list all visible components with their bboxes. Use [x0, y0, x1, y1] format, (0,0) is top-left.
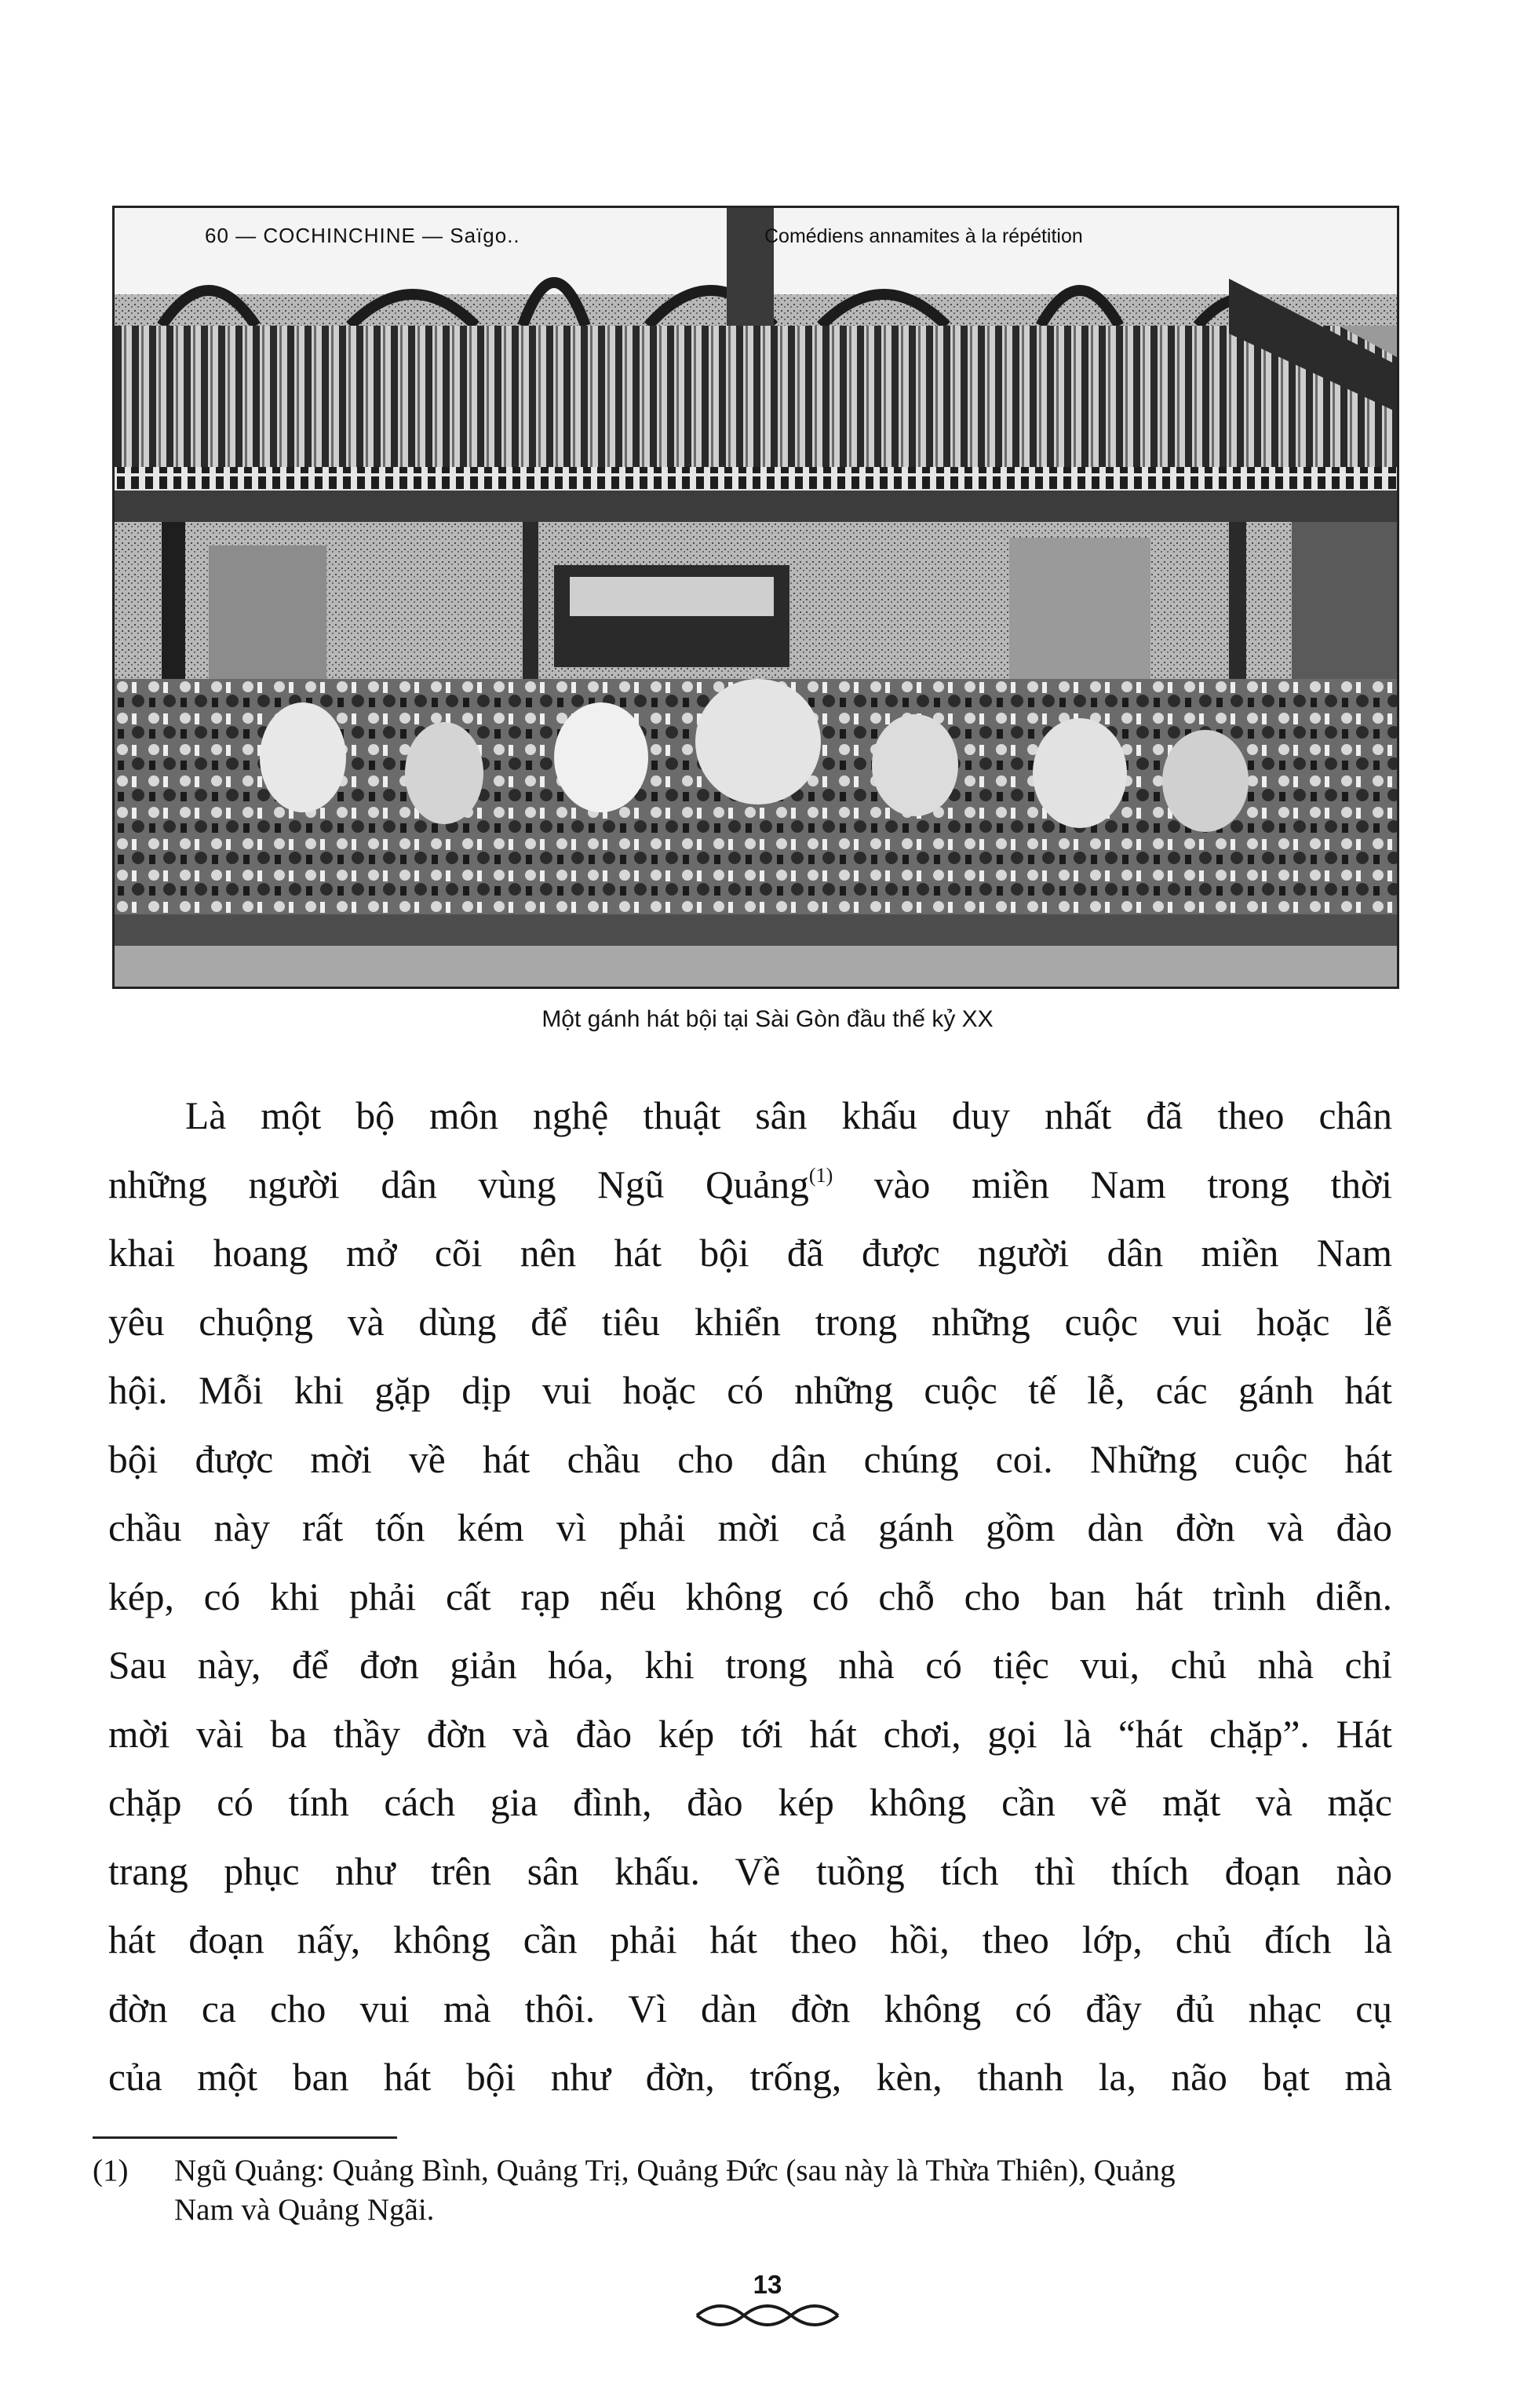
- body-line: Là một bộ môn nghệ thuật sân khấu duy nhất đã theo chân: [185, 1094, 1392, 1137]
- body-line: bội được mời về hát chầu cho dân chúng coi. Những cuộc hát: [108, 1437, 1392, 1481]
- body-line: đờn ca cho vui mà thôi. Vì dàn đờn không có đầy đủ nhạc cụ: [108, 1987, 1392, 2030]
- page-number: 13: [753, 2270, 782, 2299]
- body-line: chầu này rất tốn kém vì phải mời cả gánh gồm dàn đờn và đào: [108, 1506, 1392, 1549]
- body-line-end: vào miền Nam trong thời: [833, 1162, 1392, 1206]
- body-line: hát đoạn nấy, không cần phải hát theo hồi, theo lớp, chủ đích là: [108, 1918, 1392, 1961]
- footnote-line: Nam và Quảng Ngãi.: [174, 2193, 435, 2227]
- photo-caption: Một gánh hát bội tại Sài Gòn đầu thế kỷ XX: [541, 1006, 994, 1032]
- postcard-header-right: Comédiens annamites à la répétition: [764, 225, 1083, 247]
- body-line: kép, có khi phải cất rạp nếu không có chỗ cho ban hát trình diễn.: [108, 1574, 1392, 1618]
- footnote-divider: [93, 2136, 397, 2139]
- footnote-line: Ngũ Quảng: Quảng Bình, Quảng Trị, Quảng Đức (sau này là Thừa Thiên), Quảng: [174, 2154, 1176, 2187]
- body-line: hội. Mỗi khi gặp dịp vui hoặc có những cuộc tế lễ, các gánh hát: [108, 1369, 1392, 1412]
- body-line: khai hoang mở cõi nên hát bội đã được người dân miền Nam: [108, 1231, 1392, 1275]
- postcard-header: [115, 217, 1397, 257]
- footnote-marker: (1): [93, 2154, 129, 2187]
- body-line: Sau này, để đơn giản hóa, khi trong nhà có tiệc vui, chủ nhà chỉ: [108, 1644, 1392, 1687]
- body-line: yêu chuộng và dùng để tiêu khiển trong những cuộc vui hoặc lễ: [108, 1300, 1392, 1344]
- body-line: mời vài ba thầy đờn và đào kép tới hát chơi, gọi là “hát chặp”. Hát: [108, 1712, 1392, 1756]
- photo-illustration: [115, 208, 1397, 987]
- body-line: chặp có tính cách gia đình, đào kép không cần vẽ mặt và mặc: [108, 1781, 1392, 1824]
- body-line-with-footnote: [108, 1151, 1392, 1220]
- body-line: trang phục như trên sân khấu. Về tuồng tích thì thích đoạn nào: [108, 1849, 1392, 1893]
- postcard-header-left: 60 — COCHINCHINE — Saïgo..: [205, 224, 520, 247]
- footnote-reference: (1): [808, 1163, 833, 1187]
- historical-photo: [112, 206, 1399, 989]
- body-paragraph: [108, 1082, 1392, 2112]
- body-line-start: những người dân vùng Ngũ Quảng: [108, 1162, 809, 1206]
- body-line: của một ban hát bội như đờn, trống, kèn, thanh la, não bạt mà: [108, 2056, 1392, 2099]
- decorative-flourish-icon: [689, 2301, 846, 2330]
